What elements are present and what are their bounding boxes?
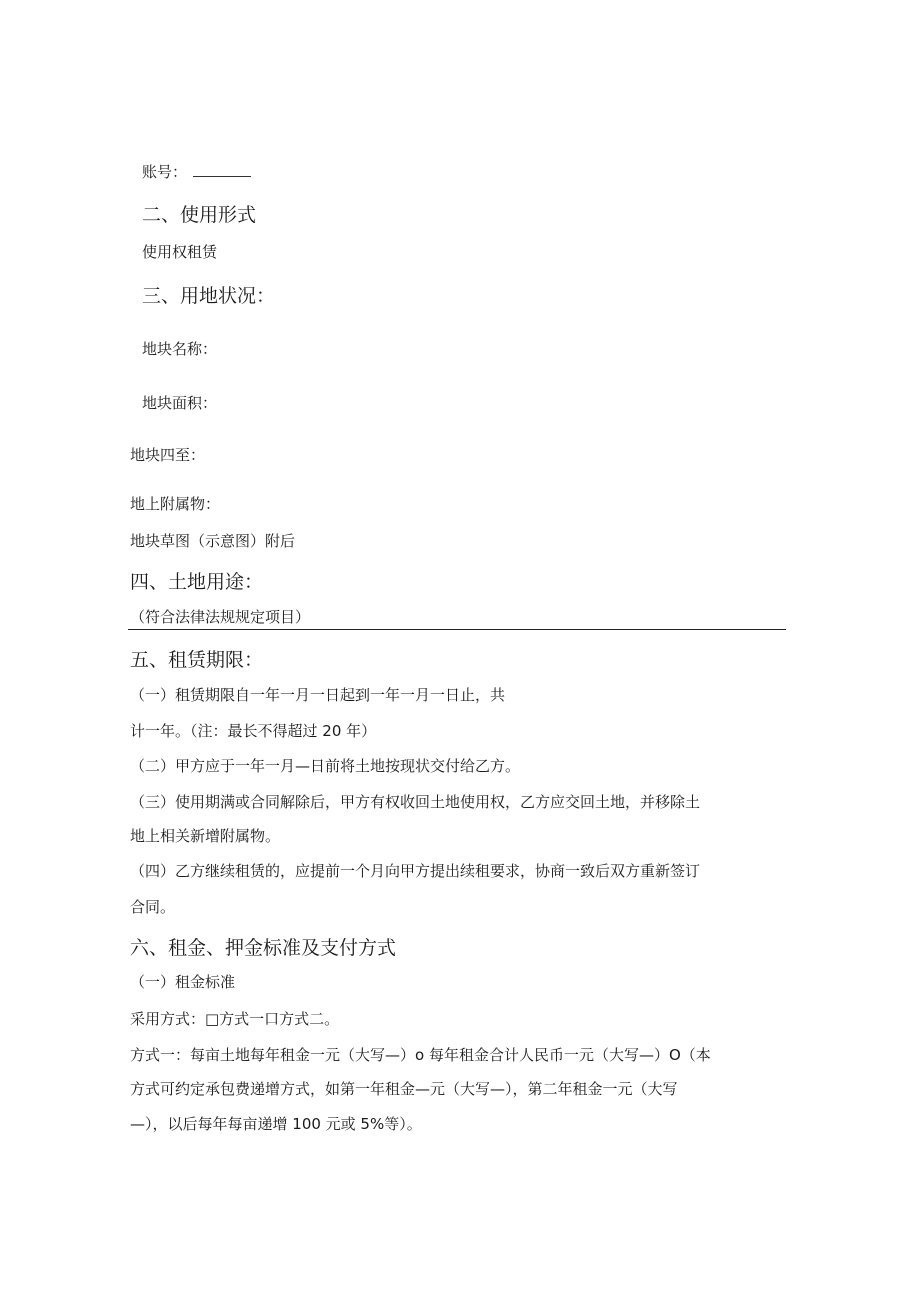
section-5-para-1a: （一）租赁期限自一年一月一日起到一年一月一日止，共 (130, 686, 506, 704)
section-3-heading: 三、用地状况： (142, 285, 276, 307)
section-2-body: 使用权租赁 (142, 243, 218, 261)
section-6-mode-1b: 方式可约定承包费递增方式，如第一年租金—元（大写—），第二年租金一元（大写 (130, 1080, 678, 1098)
section-2-heading: 二、使用形式 (142, 204, 257, 226)
section-6-sub-1: （一）租金标准 (130, 973, 236, 991)
sketch-note: 地块草图（示意图）附后 (130, 532, 296, 550)
section-5-para-4b: 合同。 (130, 898, 176, 916)
account-line (142, 162, 251, 182)
account-label: 账号： (142, 163, 188, 181)
attachments-label: 地上附属物： (130, 495, 221, 513)
section-4-heading: 四、土地用途： (130, 571, 264, 593)
section-5-para-1b: 计一年。（注：最长不得超过 20 年） (130, 722, 377, 740)
plot-name-label: 地块名称： (142, 340, 218, 358)
plot-area-label: 地块面积： (142, 394, 218, 412)
section-6-mode-1c: —），以后每年每亩递增 100 元或 5%等）。 (130, 1115, 422, 1133)
divider (128, 629, 786, 630)
section-5-para-2: （二）甲方应于一年一月—日前将土地按现状交付给乙方。 (130, 757, 521, 775)
account-blank (193, 162, 251, 177)
section-5-para-3a: （三）使用期满或合同解除后，甲方有权收回土地使用权，乙方应交回土地，并移除土 (130, 793, 701, 811)
section-4-body: （符合法律法规规定项目） (130, 608, 311, 626)
plot-bounds-label: 地块四至： (130, 446, 206, 464)
section-5-para-4a: （四）乙方继续租赁的，应提前一个月向甲方提出续租要求，协商一致后双方重新签订 (130, 862, 701, 880)
section-6-method: 采用方式：□方式一口方式二。 (130, 1010, 340, 1028)
section-6-heading: 六、租金、押金标准及支付方式 (130, 937, 397, 959)
section-5-heading: 五、租赁期限： (130, 649, 264, 671)
section-5-para-3b: 地上相关新增附属物。 (130, 827, 281, 845)
section-6-mode-1a: 方式一：每亩土地每年租金一元（大写—）o 每年租金合计人民币一元（大写—）O（本 (130, 1046, 711, 1064)
